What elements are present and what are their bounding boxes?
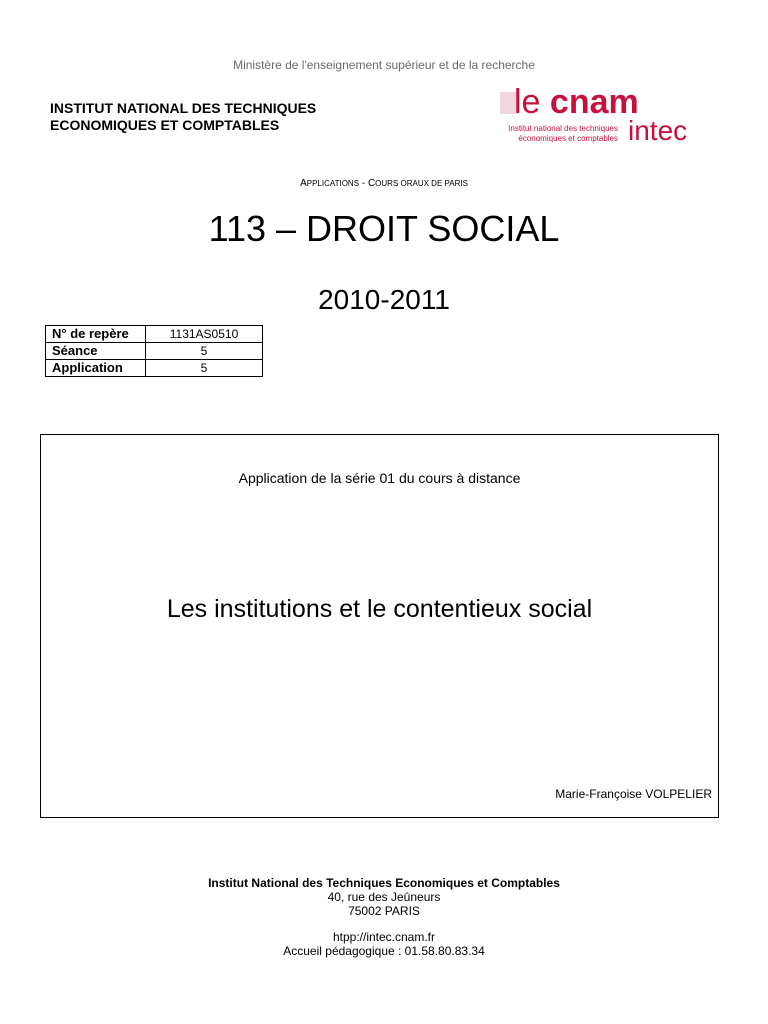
footer bbox=[0, 876, 768, 958]
logo-subtitle bbox=[500, 124, 618, 144]
logo-subtitle-line2: économiques et comptables bbox=[518, 134, 618, 143]
footer-city: 75002 PARIS bbox=[348, 904, 420, 918]
institute-name bbox=[50, 100, 316, 134]
footer-url: htpp://intec.cnam.fr bbox=[332, 930, 436, 944]
reference-value: 1131AS0510 bbox=[146, 326, 263, 343]
applications-heading bbox=[0, 178, 768, 189]
applications-dash: - bbox=[359, 178, 368, 189]
logo-lecnam bbox=[514, 84, 639, 120]
ministry-text: Ministère de l'enseignement supérieur et de la recherche bbox=[233, 58, 535, 72]
author-name: Marie-Françoise VOLPELIER bbox=[555, 787, 712, 801]
cnam-intec-logo bbox=[500, 83, 715, 150]
footer-phone: Accueil pédagogique : 01.58.80.83.34 bbox=[283, 944, 485, 958]
subject-title: Les institutions et le contentieux social bbox=[166, 595, 593, 623]
logo-subtitle-line1: Institut national des techniques bbox=[508, 124, 618, 133]
reference-table bbox=[45, 325, 263, 377]
table-row bbox=[46, 343, 263, 360]
institute-name-line1: INSTITUT NATIONAL DES TECHNIQUES bbox=[50, 100, 317, 116]
application-label: Application bbox=[46, 360, 146, 377]
seance-value: 5 bbox=[146, 343, 263, 360]
table-row bbox=[46, 326, 263, 343]
content-box bbox=[40, 434, 719, 818]
logo-intec: intec bbox=[628, 115, 688, 146]
seance-label: Séance bbox=[46, 343, 146, 360]
footer-street: 40, rue des Jeûneurs bbox=[327, 890, 441, 904]
institute-name-line2: ECONOMIQUES ET COMPTABLES bbox=[50, 117, 280, 133]
cours-initial: C bbox=[367, 178, 376, 189]
table-row bbox=[46, 360, 263, 377]
logo-cnam: cnam bbox=[549, 83, 639, 121]
application-value: 5 bbox=[146, 360, 263, 377]
applications-initial: A bbox=[300, 178, 307, 189]
footer-institute-name: Institut National des Techniques Economiques et Comptables bbox=[208, 876, 560, 890]
logo-le: le bbox=[514, 83, 541, 121]
academic-year: 2010-2011 bbox=[318, 284, 450, 315]
course-title: 113 – DROIT SOCIAL bbox=[208, 208, 560, 249]
reference-label: N° de repère bbox=[46, 326, 146, 343]
series-text: Application de la série 01 du cours à distance bbox=[238, 470, 521, 486]
footer-spacer bbox=[0, 918, 768, 930]
cours-rest: OURS ORAUX DE PARIS bbox=[375, 179, 468, 188]
applications-rest: PPLICATIONS bbox=[306, 179, 360, 188]
